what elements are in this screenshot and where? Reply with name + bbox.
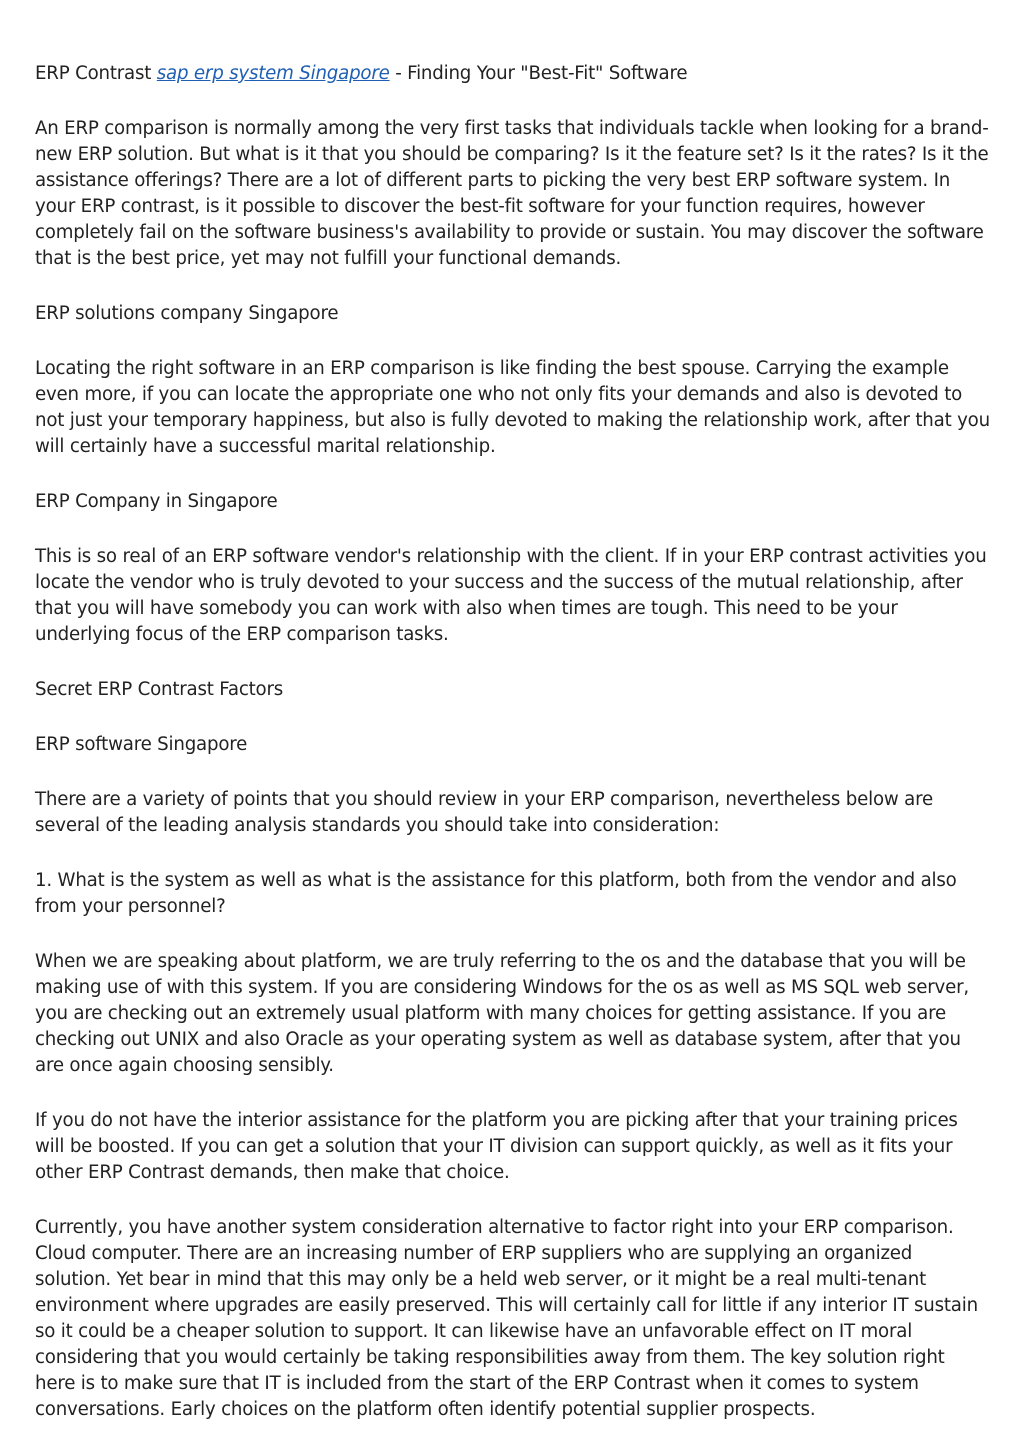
platform-paragraph: When we are speaking about platform, we are truly referring to the os and the database that you will be making use of with this system. If you are considering Windows for the os as well as MS SQL web server, you are checking out an extremely usual platform with many choices for getting assistance. If you are checking out UNIX and also Oracle as your operating system as well as database system, after that you are once again choosing sensibly. xyxy=(35,951,969,1076)
subheading-erp-company: ERP Company in Singapore xyxy=(35,491,278,512)
intro-paragraph: An ERP comparison is normally among the very first tasks that individuals tackle when looking for a brand-new ERP solution. But what is it that you should be comparing? Is it the feature set? Is it the rates? Is it the assistance offerings? There are a lot of different parts to picking the very best ERP software system. In your ERP contrast, is it possible to discover the best-fit software for your function requires, however completely fail on the software business's availability to provide or sustain. You may discover the software that is the best price, yet may not fulfill your functional demands. xyxy=(35,118,989,269)
criteria-intro-paragraph: There are a variety of points that you should review in your ERP comparison, nevertheless below are several of the leading analysis standards you should take into consideration: xyxy=(35,789,933,836)
vendor-relationship-paragraph: This is so real of an ERP software vendor's relationship with the client. If in your ERP contrast activities you locate the vendor who is truly devoted to your success and the success of the mutual relationship, after that you will have somebody you can work with also when times are tough. This need to be your underlying focus of the ERP comparison tasks. xyxy=(35,546,987,645)
title-prefix: ERP Contrast xyxy=(35,63,157,84)
subheading-secret-factors: Secret ERP Contrast Factors xyxy=(35,679,284,700)
cloud-computing-paragraph: Currently, you have another system consideration alternative to factor right into your ERP comparison. Cloud computer. There are an increasing number of ERP suppliers who are supplying an organized solution. Yet bear in mind that this may only be a held web server, or it might be a real multi-tenant environment where upgrades are easily preserved. This will certainly call for little if any interior IT sustain so it could be a cheaper solution to support. It can likewise have an unfavorable effect on IT moral considering that you would certainly be taking responsibilities away from them. The key solution right here is to make sure that IT is included from the start of the ERP Contrast when it comes to system conversations. Early choices on the platform often identify potential supplier prospects. xyxy=(35,1217,978,1420)
subheading-erp-software: ERP software Singapore xyxy=(35,734,248,755)
subheading-solutions-company: ERP solutions company Singapore xyxy=(35,303,339,324)
numbered-point-1: 1. What is the system as well as what is the assistance for this platform, both from the vendor and also from your personnel? xyxy=(35,870,957,917)
interior-assistance-paragraph: If you do not have the interior assistance for the platform you are picking after that your training prices will be boosted. If you can get a solution that your IT division can support quickly, as well as it fits your other ERP Contrast demands, then make that choice. xyxy=(35,1110,958,1183)
title-suffix: - Finding Your "Best-Fit" Software xyxy=(389,63,688,84)
title-link[interactable]: sap erp system Singapore xyxy=(156,63,390,84)
spouse-analogy-paragraph: Locating the right software in an ERP comparison is like finding the best spouse. Carrying the example even more, if you can locate the appropriate one who not only fits your demands and also is devoted to not just your temporary happiness, but also is fully devoted to making the relationship work, after that you will certainly have a successful marital relationship. xyxy=(35,358,990,457)
document-body xyxy=(35,61,990,1452)
document-title xyxy=(35,61,990,87)
